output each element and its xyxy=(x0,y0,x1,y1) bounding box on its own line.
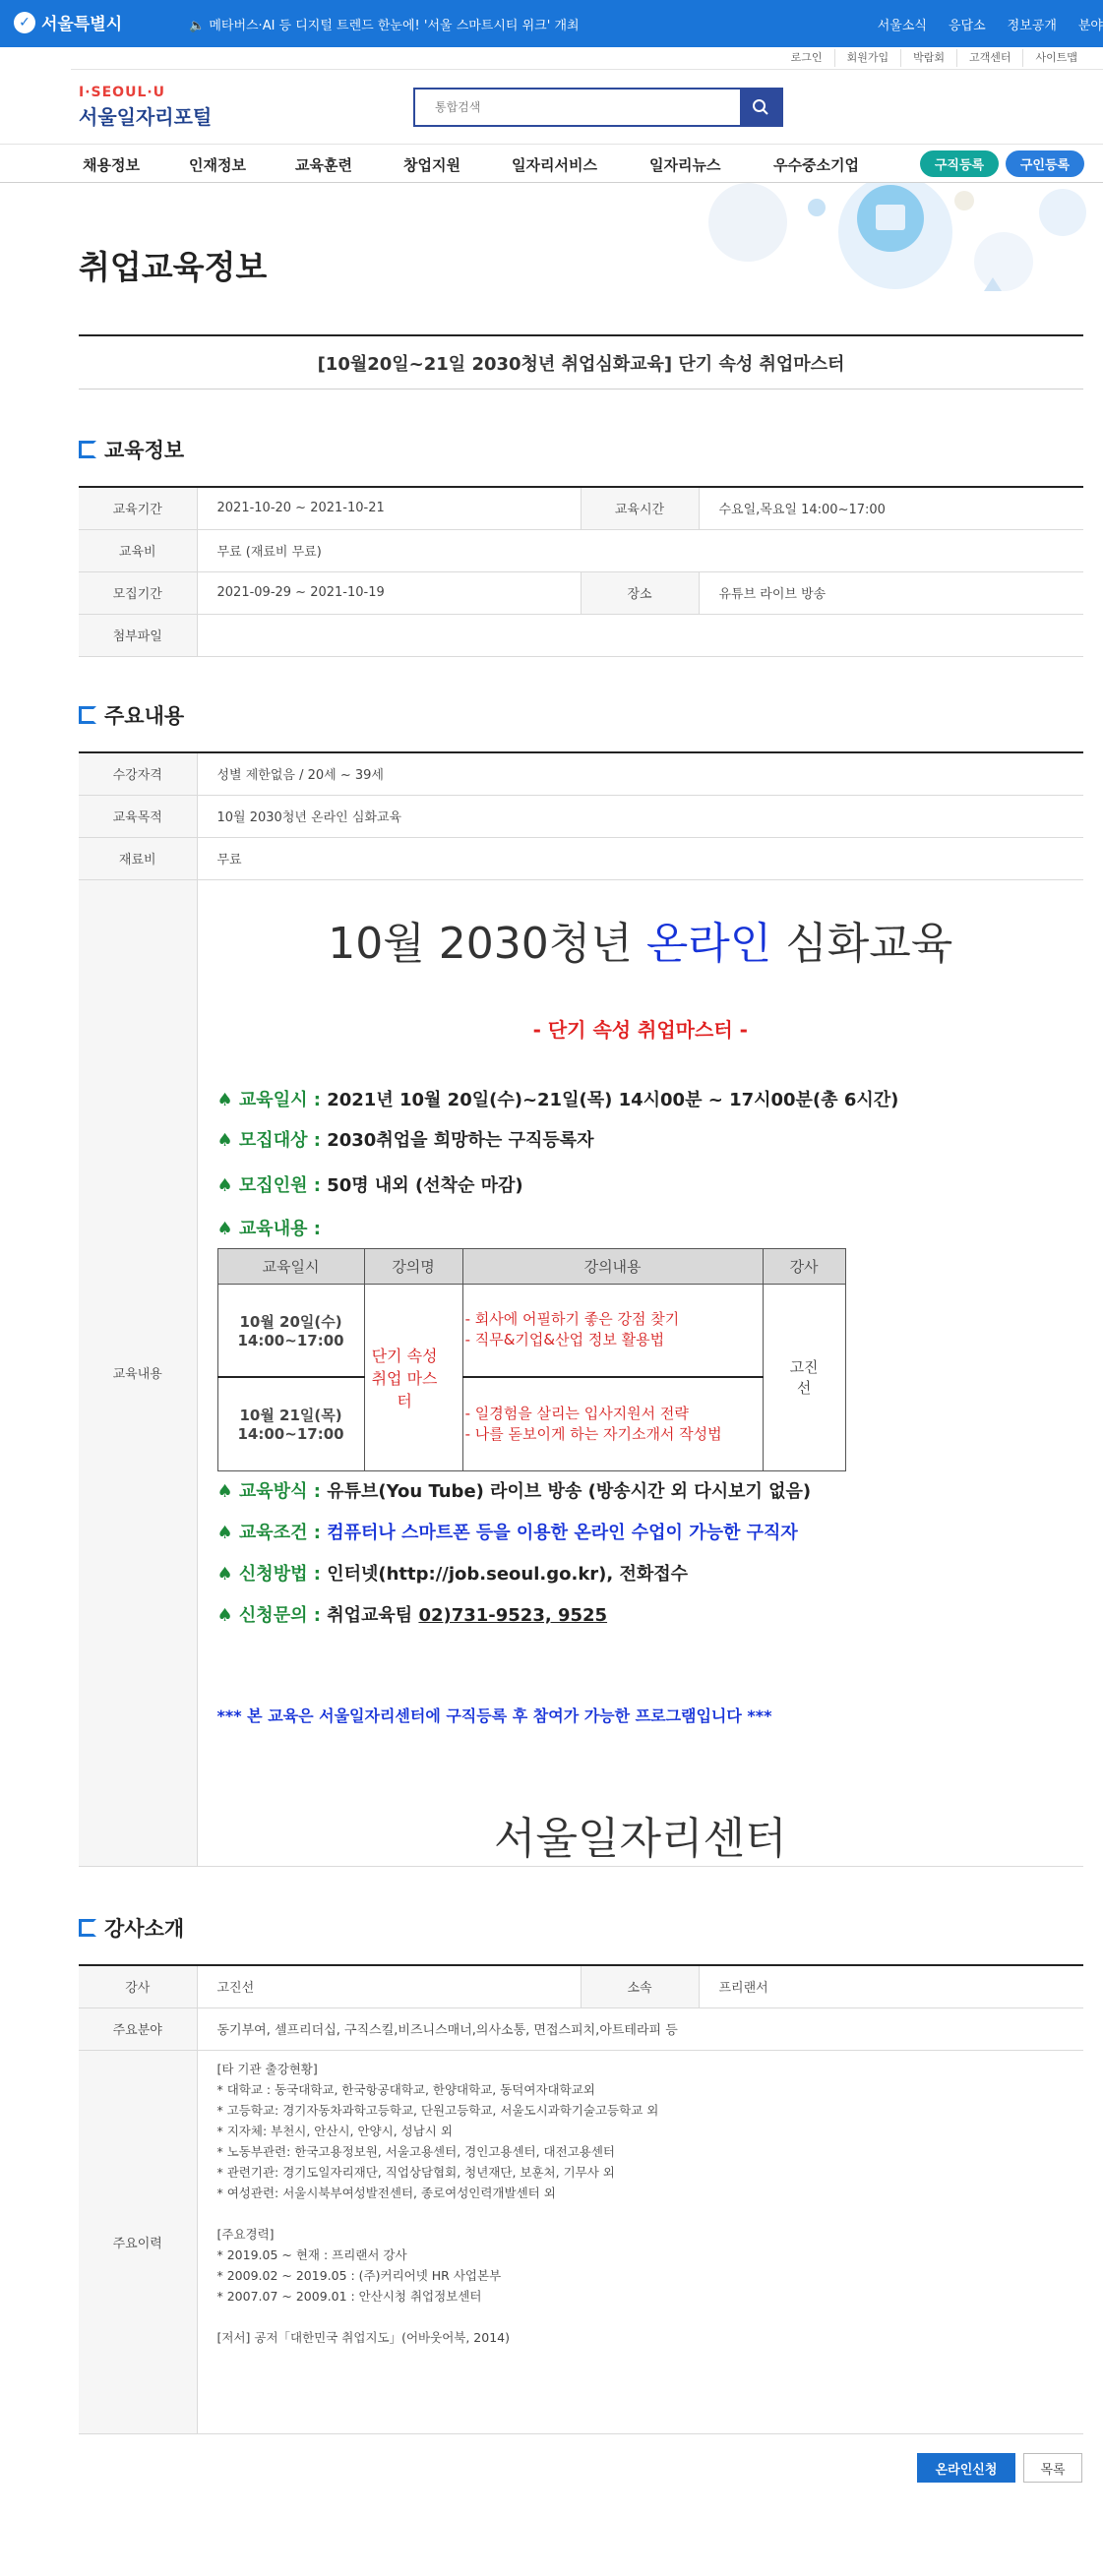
sched-row1-datetime: 10월 20일(수) 14:00~17:00 xyxy=(217,1284,364,1377)
instructor-name-label: 강사 xyxy=(79,1965,197,2007)
attachment-value xyxy=(197,614,1083,656)
utility-menu xyxy=(779,49,1089,67)
instructor-name-value: 고진선 xyxy=(197,1965,581,2007)
place-label: 장소 xyxy=(581,571,699,614)
nav-training[interactable]: 교육훈련 xyxy=(295,156,352,174)
spade-icon: ♠ xyxy=(216,1480,233,1502)
search-box xyxy=(413,88,783,127)
edu-info-table xyxy=(79,486,1083,657)
seoul-symbol-icon: ✓ xyxy=(14,12,35,33)
purpose-label: 교육목적 xyxy=(79,795,197,837)
bullet-capacity: ♠ 모집인원 : 50명 내외 (선착순 마감) xyxy=(216,1174,523,1196)
spade-icon: ♠ xyxy=(216,1604,233,1626)
spade-icon: ♠ xyxy=(216,1522,233,1543)
section-title: 교육정보 xyxy=(104,439,185,462)
period-value: 2021-10-20 ~ 2021-10-21 xyxy=(197,487,581,529)
affiliation-label: 소속 xyxy=(581,1965,699,2007)
nav-sme[interactable]: 우수중소기업 xyxy=(773,156,859,174)
portal-name: 서울일자리포털 xyxy=(79,105,213,129)
time-label: 교육시간 xyxy=(581,487,699,529)
field-value: 동기부여, 셀프리더십, 구직스킬,비즈니스매너,의사소통, 면접스피치,아트테라피 등 xyxy=(197,2007,1083,2050)
content-headline: 10월 2030청년 온라인 심화교육 xyxy=(328,918,953,969)
bullet-target: ♠ 모집대상 : 2030취업을 희망하는 구직등록자 xyxy=(216,1129,594,1151)
online-apply-button[interactable]: 온라인신청 xyxy=(917,2453,1015,2483)
speaker-icon: 🔈 xyxy=(189,19,206,33)
content-body xyxy=(198,908,1084,1866)
affiliation-value: 프리랜서 xyxy=(699,1965,1083,2007)
sched-col-content: 강의내용 xyxy=(462,1248,763,1284)
search-button[interactable] xyxy=(740,90,781,125)
notice-text: 메타버스·AI 등 디지털 트렌드 한눈에! '서울 스마트시티 위크' 개최 xyxy=(209,19,580,33)
fair-link[interactable]: 박람회 xyxy=(900,49,956,67)
recruiter-register-button[interactable]: 구인등록 xyxy=(1006,150,1084,177)
nav-job-news[interactable]: 일자리뉴스 xyxy=(649,156,721,174)
top-link-news[interactable]: 서울소식 xyxy=(877,19,927,33)
content-label: 교육내용 xyxy=(79,879,197,1866)
divider xyxy=(71,69,1103,70)
bullet-condition: ♠ 교육조건 : 컴퓨터나 스마트폰 등을 이용한 온라인 수업이 가능한 구직자 xyxy=(216,1522,798,1543)
page-title: 취업교육정보 xyxy=(79,248,268,286)
spade-icon: ♠ xyxy=(216,1089,233,1110)
search-input[interactable] xyxy=(415,90,740,125)
sched-col-instructor: 강사 xyxy=(763,1248,845,1284)
top-link-response[interactable]: 응답소 xyxy=(948,19,986,33)
top-link-field[interactable]: 분야 xyxy=(1077,19,1103,33)
sitemap-link[interactable]: 사이트맵 xyxy=(1022,49,1089,67)
bullet-apply: ♠ 신청방법 : 인터넷(http://job.seoul.go.kr), 전화접수 xyxy=(216,1563,689,1585)
material-label: 재료비 xyxy=(79,837,197,879)
portal-logo[interactable] xyxy=(79,85,212,130)
spade-icon: ♠ xyxy=(216,1174,233,1196)
sched-row2-content: - 일경험을 살리는 입사지원서 전략 - 나를 돋보이게 하는 자기소개서 작성법 xyxy=(462,1377,763,1470)
spade-icon: ♠ xyxy=(216,1129,233,1151)
bullet-inquiry: ♠ 신청문의 : 취업교육팀 02)731-9523, 9525 xyxy=(216,1604,608,1626)
sched-row1-content: - 회사에 어필하기 좋은 강점 찾기 - 직무&기업&산업 정보 활용법 xyxy=(462,1284,763,1377)
section-bullet-icon xyxy=(79,441,96,458)
history-value: [타 기관 출강현황] * 대학교 : 동국대학교, 한국항공대학교, 한양대학교, 동덕여자대학교외 * 고등학교: 경기자동차과학고등학교, 단원고등학교, 서울도시과학기술고등학교 외 * 지자체: 부천시, 안산시, 안양시, 성남시 외 * 노동부관련: 한국고용정보원, 서울고용센터, 경인고용센터, 대전고용센터 * 관련기관: 경기도일자리재단, 직업상담협회, 청년재단, 보훈처, 기무사 외 * 여성관련: 서울시북부여성발전센터, 종로여성인력개발센터 외 [주요경력] * 2019.05 ~ 현재 : 프리랜서 강사 * 2009.02 ~ 2019.05 : (주)커리어넷 HR 사업본부 * 2007.07 ~ 2009.01 : 안산시청 취업정보센터 [저서] 공저「대한민국 취업지도」(어바웃어북, 2014) xyxy=(197,2050,1083,2433)
field-label: 주요분야 xyxy=(79,2007,197,2050)
fee-label: 교육비 xyxy=(79,529,197,571)
nav-talent[interactable]: 인재정보 xyxy=(189,156,246,174)
section-title: 주요내용 xyxy=(104,704,185,728)
main-content-table xyxy=(79,751,1083,1867)
section-instructor xyxy=(79,1913,184,1943)
job-seeker-register-button[interactable]: 구직등록 xyxy=(920,150,999,177)
lecture-name: 단기 속성 취업 마스터 xyxy=(364,1284,462,1470)
section-title: 강사소개 xyxy=(104,1917,185,1941)
time-value: 수요일,목요일 14:00~17:00 xyxy=(699,487,1083,529)
course-title: [10월20일~21일 2030청년 취업심화교육] 단기 속성 취업마스터 xyxy=(79,334,1083,389)
bullet-schedule: ♠ 교육일시 : 2021년 10월 20일(수)~21일(목) 14시00분 ~ 17시00분(총 6시간) xyxy=(216,1089,899,1110)
login-link[interactable]: 로그인 xyxy=(790,51,823,64)
section-main-content xyxy=(79,700,184,730)
bullet-content: ♠ 교육내용 : xyxy=(216,1218,321,1239)
sched-col-lecture: 강의명 xyxy=(364,1248,462,1284)
nav-startup[interactable]: 창업지원 xyxy=(403,156,460,174)
join-link[interactable]: 회원가입 xyxy=(834,49,901,67)
instructor-table xyxy=(79,1964,1083,2434)
list-button[interactable]: 목록 xyxy=(1023,2453,1082,2483)
place-value: 유튜브 라이브 방송 xyxy=(699,571,1083,614)
purpose-value: 10월 2030청년 온라인 심화교육 xyxy=(197,795,1083,837)
history-label: 주요이력 xyxy=(79,2050,197,2433)
spade-icon: ♠ xyxy=(216,1218,233,1239)
notice-banner[interactable] xyxy=(189,15,580,33)
fee-value: 무료 (재료비 무료) xyxy=(197,529,1083,571)
nav-job-service[interactable]: 일자리서비스 xyxy=(512,156,597,174)
recruit-period-value: 2021-09-29 ~ 2021-10-19 xyxy=(197,571,581,614)
top-link-disclosure[interactable]: 정보공개 xyxy=(1007,19,1057,33)
top-links xyxy=(878,15,1103,33)
nav-jobs[interactable]: 채용정보 xyxy=(83,156,140,174)
spade-icon: ♠ xyxy=(216,1563,233,1585)
recruit-period-label: 모집기간 xyxy=(79,571,197,614)
material-value: 무료 xyxy=(197,837,1083,879)
sched-col-date: 교육일시 xyxy=(217,1248,364,1284)
seoul-logo[interactable] xyxy=(14,10,122,34)
header-illustration xyxy=(689,183,1103,321)
content-subtitle: - 단기 속성 취업마스터 - xyxy=(532,1017,748,1042)
seoul-logo-text: 서울특별시 xyxy=(41,15,123,34)
qualification-label: 수강자격 xyxy=(79,752,197,795)
sched-row2-datetime: 10월 21일(목) 14:00~17:00 xyxy=(217,1377,364,1470)
i-seoul-u-logo: I·SEOUL·U xyxy=(79,85,166,100)
period-label: 교육기간 xyxy=(79,487,197,529)
schedule-table xyxy=(217,1248,846,1471)
qualification-value: 성별 제한없음 / 20세 ~ 39세 xyxy=(197,752,1083,795)
section-edu-info xyxy=(79,435,184,464)
center-name: 서울일자리센터 xyxy=(493,1813,787,1864)
program-note: *** 본 교육은 서울일자리센터에 구직등록 후 참여가 가능한 프로그램입니다 *** xyxy=(216,1706,772,1725)
section-bullet-icon xyxy=(79,1919,96,1937)
section-bullet-icon xyxy=(79,706,96,724)
attachment-label: 첨부파일 xyxy=(79,614,197,656)
bullet-method: ♠ 교육방식 : 유튜브(You Tube) 라이브 방송 (방송시간 외 다시보기 없음) xyxy=(216,1480,812,1502)
search-icon xyxy=(752,98,769,116)
sched-instructor: 고진선 xyxy=(763,1284,845,1470)
customer-center-link[interactable]: 고객센터 xyxy=(956,49,1023,67)
top-bar xyxy=(0,0,1103,47)
